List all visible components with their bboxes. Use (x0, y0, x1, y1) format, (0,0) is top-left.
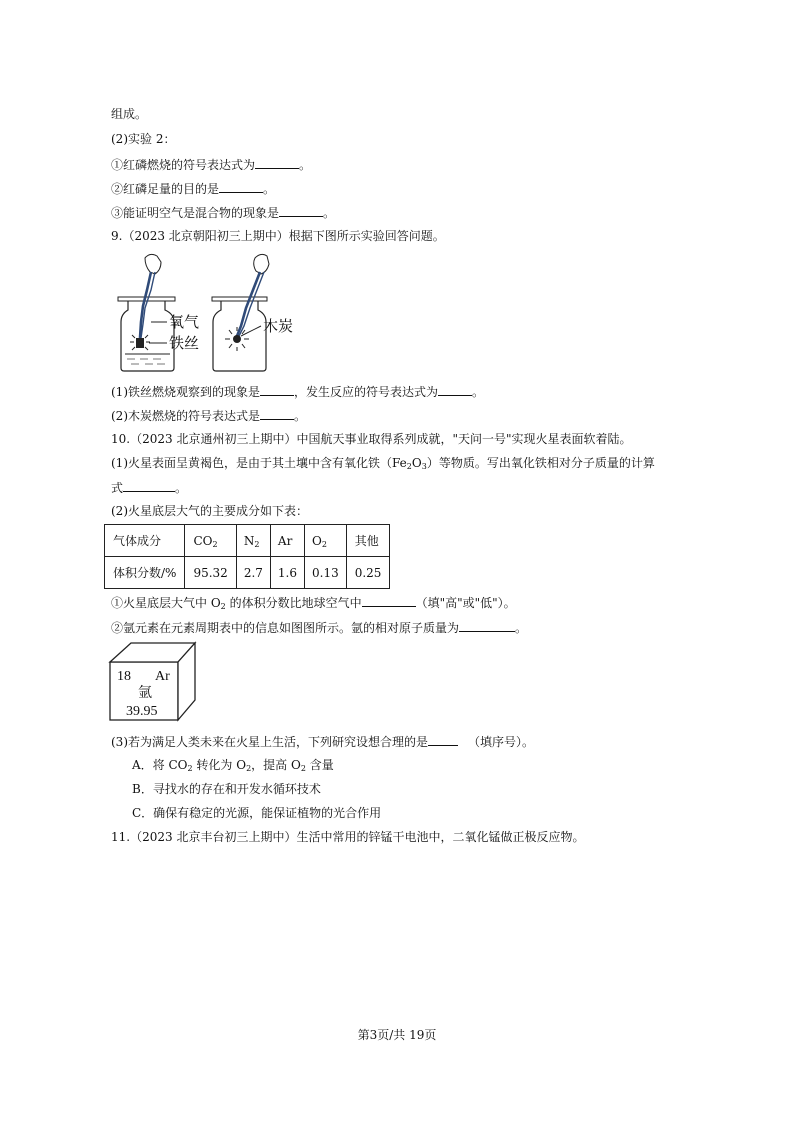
question-10-part-2-1: ①火星底层大气中 $O_2$ 的体积分数比地球空气中 （填"高"或"低"）。 (111, 596, 516, 611)
label-oxygen: 氧气 (169, 313, 200, 331)
answer-blank (279, 204, 323, 217)
hand-with-tongs-left (140, 254, 161, 338)
text-line: ①红磷燃烧的符号表达式为 。 (111, 158, 312, 172)
text-line: ③能证明空气是混合物的现象是 。 (111, 206, 336, 220)
question-10-part-3: (3)若为满足人类未来在火星上生活，下列研究设想合理的是 （填序号）。 (111, 735, 535, 749)
answer-blank (260, 407, 294, 420)
element-name: 氩 (138, 685, 152, 701)
table-header-cell: Ar (270, 525, 304, 557)
question-10-part-1: (1)火星表面呈黄褐色，是由于其土壤中含有氧化铁$(Fe_2O_3)$等物质。写出氧化铁相对分子质量的计算 (111, 456, 655, 471)
table-header-cell: $N_2$ (236, 525, 270, 557)
page-footer: 第3页/共 19页 (357, 1028, 437, 1042)
answer-blank (260, 383, 294, 396)
label-charcoal: 木炭 (263, 317, 294, 335)
question-9: 9.（2023 北京朝阳初三上期中）根据下图所示实验回答问题。 (111, 229, 445, 243)
text-line: ②红磷足量的目的是 。 (111, 182, 276, 196)
text-line: 组成。 (111, 107, 148, 121)
table-header-row (105, 525, 390, 557)
table-header-cell: $O_2$ (305, 525, 347, 557)
table-cell: 0.13 (305, 557, 347, 589)
question-9-part-2: (2)木炭燃烧的符号表达式是 。 (111, 409, 307, 423)
argon-element-card (105, 640, 200, 725)
mars-atmosphere-table (104, 524, 390, 589)
table-cell: 2.7 (236, 557, 270, 589)
answer-blank (428, 733, 458, 746)
atomic-mass: 39.95 (126, 704, 158, 719)
text-line: (2)实验 2： (111, 132, 176, 146)
table-row (105, 557, 390, 589)
question-10-part-2-2: ②氩元素在元素周期表中的信息如图图所示。氩的相对原子质量为 。 (111, 621, 528, 635)
answer-blank (459, 619, 515, 632)
table-header-cell: 其他 (346, 525, 390, 557)
burning-charcoal (225, 327, 249, 351)
atomic-number: 18 (117, 669, 131, 684)
answer-blank (123, 479, 175, 492)
question-9-part-1: (1)铁丝燃烧观察到的现象是 ，发生反应的符号表达式为 。 (111, 385, 485, 399)
jar-left (118, 297, 175, 371)
option-b: B．寻找水的存在和开发水循环技术 (132, 782, 321, 796)
answer-blank (219, 180, 263, 193)
question-10-part-1-cont: 式 。 (111, 481, 188, 495)
table-header-cell: 气体成分 (105, 525, 185, 557)
table-cell: 0.25 (346, 557, 390, 589)
table-cell: 95.32 (185, 557, 236, 589)
question-10: 10.（2023 北京通州初三上期中）中国航天事业取得系列成就，"天问一号"实现火星表面软着陆。 (111, 432, 632, 446)
option-a: A．将 $CO_2$ 转化为 $O_2$，提高 $O_2$ 含量 (132, 758, 334, 773)
option-c: C．确保有稳定的光源，能保证植物的光合作用 (132, 806, 382, 820)
label-iron-wire: 铁丝 (169, 334, 200, 352)
combustion-figure (115, 250, 305, 375)
answer-blank (255, 156, 299, 169)
answer-blank (438, 383, 472, 396)
table-header-cell: $CO_2$ (185, 525, 236, 557)
question-11: 11.（2023 北京丰台初三上期中）生活中常用的锌锰干电池中，二氧化锰做正极反应物。 (111, 830, 585, 844)
element-symbol: Ar (155, 669, 170, 684)
table-cell: 体积分数/% (105, 557, 185, 589)
answer-blank (362, 594, 416, 607)
question-10-part-2: (2)火星底层大气的主要成分如下表： (111, 504, 308, 518)
table-cell: 1.6 (270, 557, 304, 589)
